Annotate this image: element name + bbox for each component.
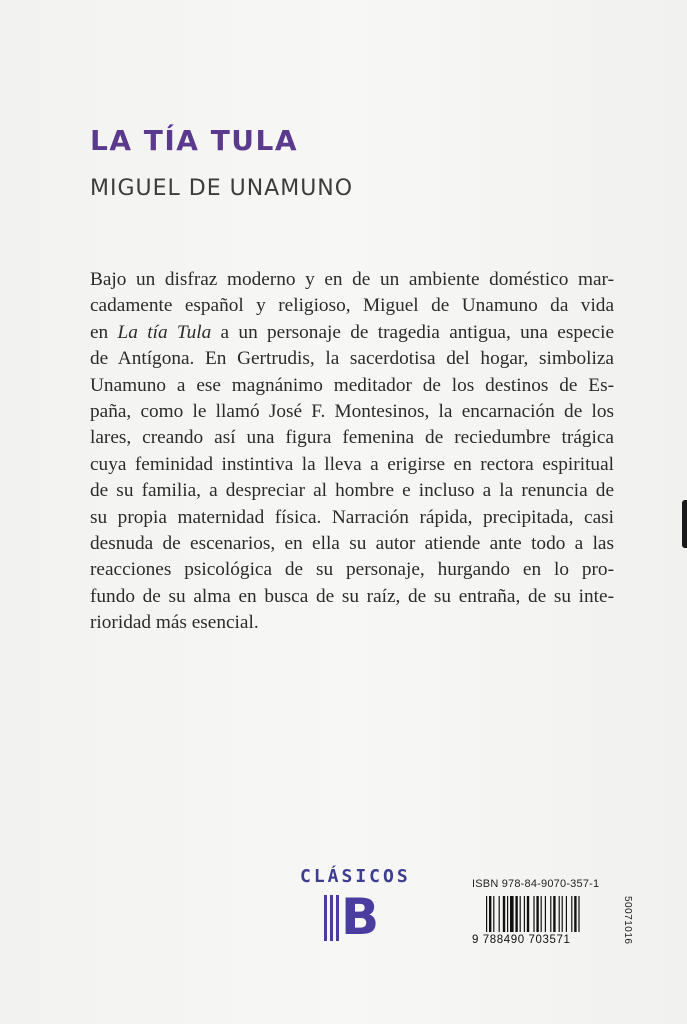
logo-letter: B [341, 888, 380, 946]
italic-book-title: La tía Tula [117, 321, 212, 343]
barcode-digits: 9 788490 703571 [472, 934, 571, 946]
synopsis-line: de su familia, a despreciar al hombre e incluso a la renuncia de [90, 480, 614, 502]
synopsis-line: de Antígona. En Gertrudis, la sacerdotisa del hogar, simboliza [90, 348, 614, 370]
synopsis-fragment: a un personaje de tragedia antigua, una especie [211, 321, 614, 343]
book-title: LA TÍA TULA [90, 124, 299, 157]
synopsis-line: paña, como le llamó José F. Montesinos, la encarnación de los [90, 401, 614, 423]
isbn-barcode-block [472, 878, 632, 946]
synopsis-line: fundo de su alma en busca de su raíz, de su entraña, de su inte- [90, 585, 614, 607]
collection-name: CLÁSICOS [300, 866, 411, 887]
edge-tab-mark [682, 500, 687, 548]
publisher-b-logo-icon [324, 888, 380, 946]
synopsis-line: su propia maternidad física. Narración rápida, precipitada, casi [90, 506, 614, 528]
barcode-side-code: 50071016 [622, 896, 633, 945]
synopsis-line: desnuda de escenarios, en ella su autor atiende ante todo a las [90, 533, 614, 555]
synopsis-line: reacciones psicológica de su personaje, hurgando en lo pro- [90, 559, 614, 581]
synopsis-line: lares, creando así una figura femenina de reciedumbre trágica [90, 427, 614, 449]
isbn-label: ISBN 978-84-9070-357-1 [472, 878, 600, 890]
publisher-brand [300, 866, 411, 948]
book-author: MIGUEL DE UNAMUNO [90, 176, 354, 201]
synopsis-line-with-title [90, 320, 614, 346]
synopsis-line: Bajo un disfraz moderno y en de un ambiente doméstico mar- [90, 269, 614, 290]
barcode-icon [486, 896, 606, 932]
synopsis-line: cadamente español y religioso, Miguel de Unamuno da vida [90, 295, 614, 317]
synopsis-line: rioridad más esencial. [90, 612, 259, 634]
synopsis-line: Unamuno a ese magnánimo meditador de los destinos de Es- [90, 374, 614, 396]
synopsis-fragment: en [90, 321, 118, 343]
synopsis-line: cuya feminidad instintiva la lleva a erigirse en rectora espiritual [90, 453, 614, 475]
synopsis-text [90, 267, 614, 637]
